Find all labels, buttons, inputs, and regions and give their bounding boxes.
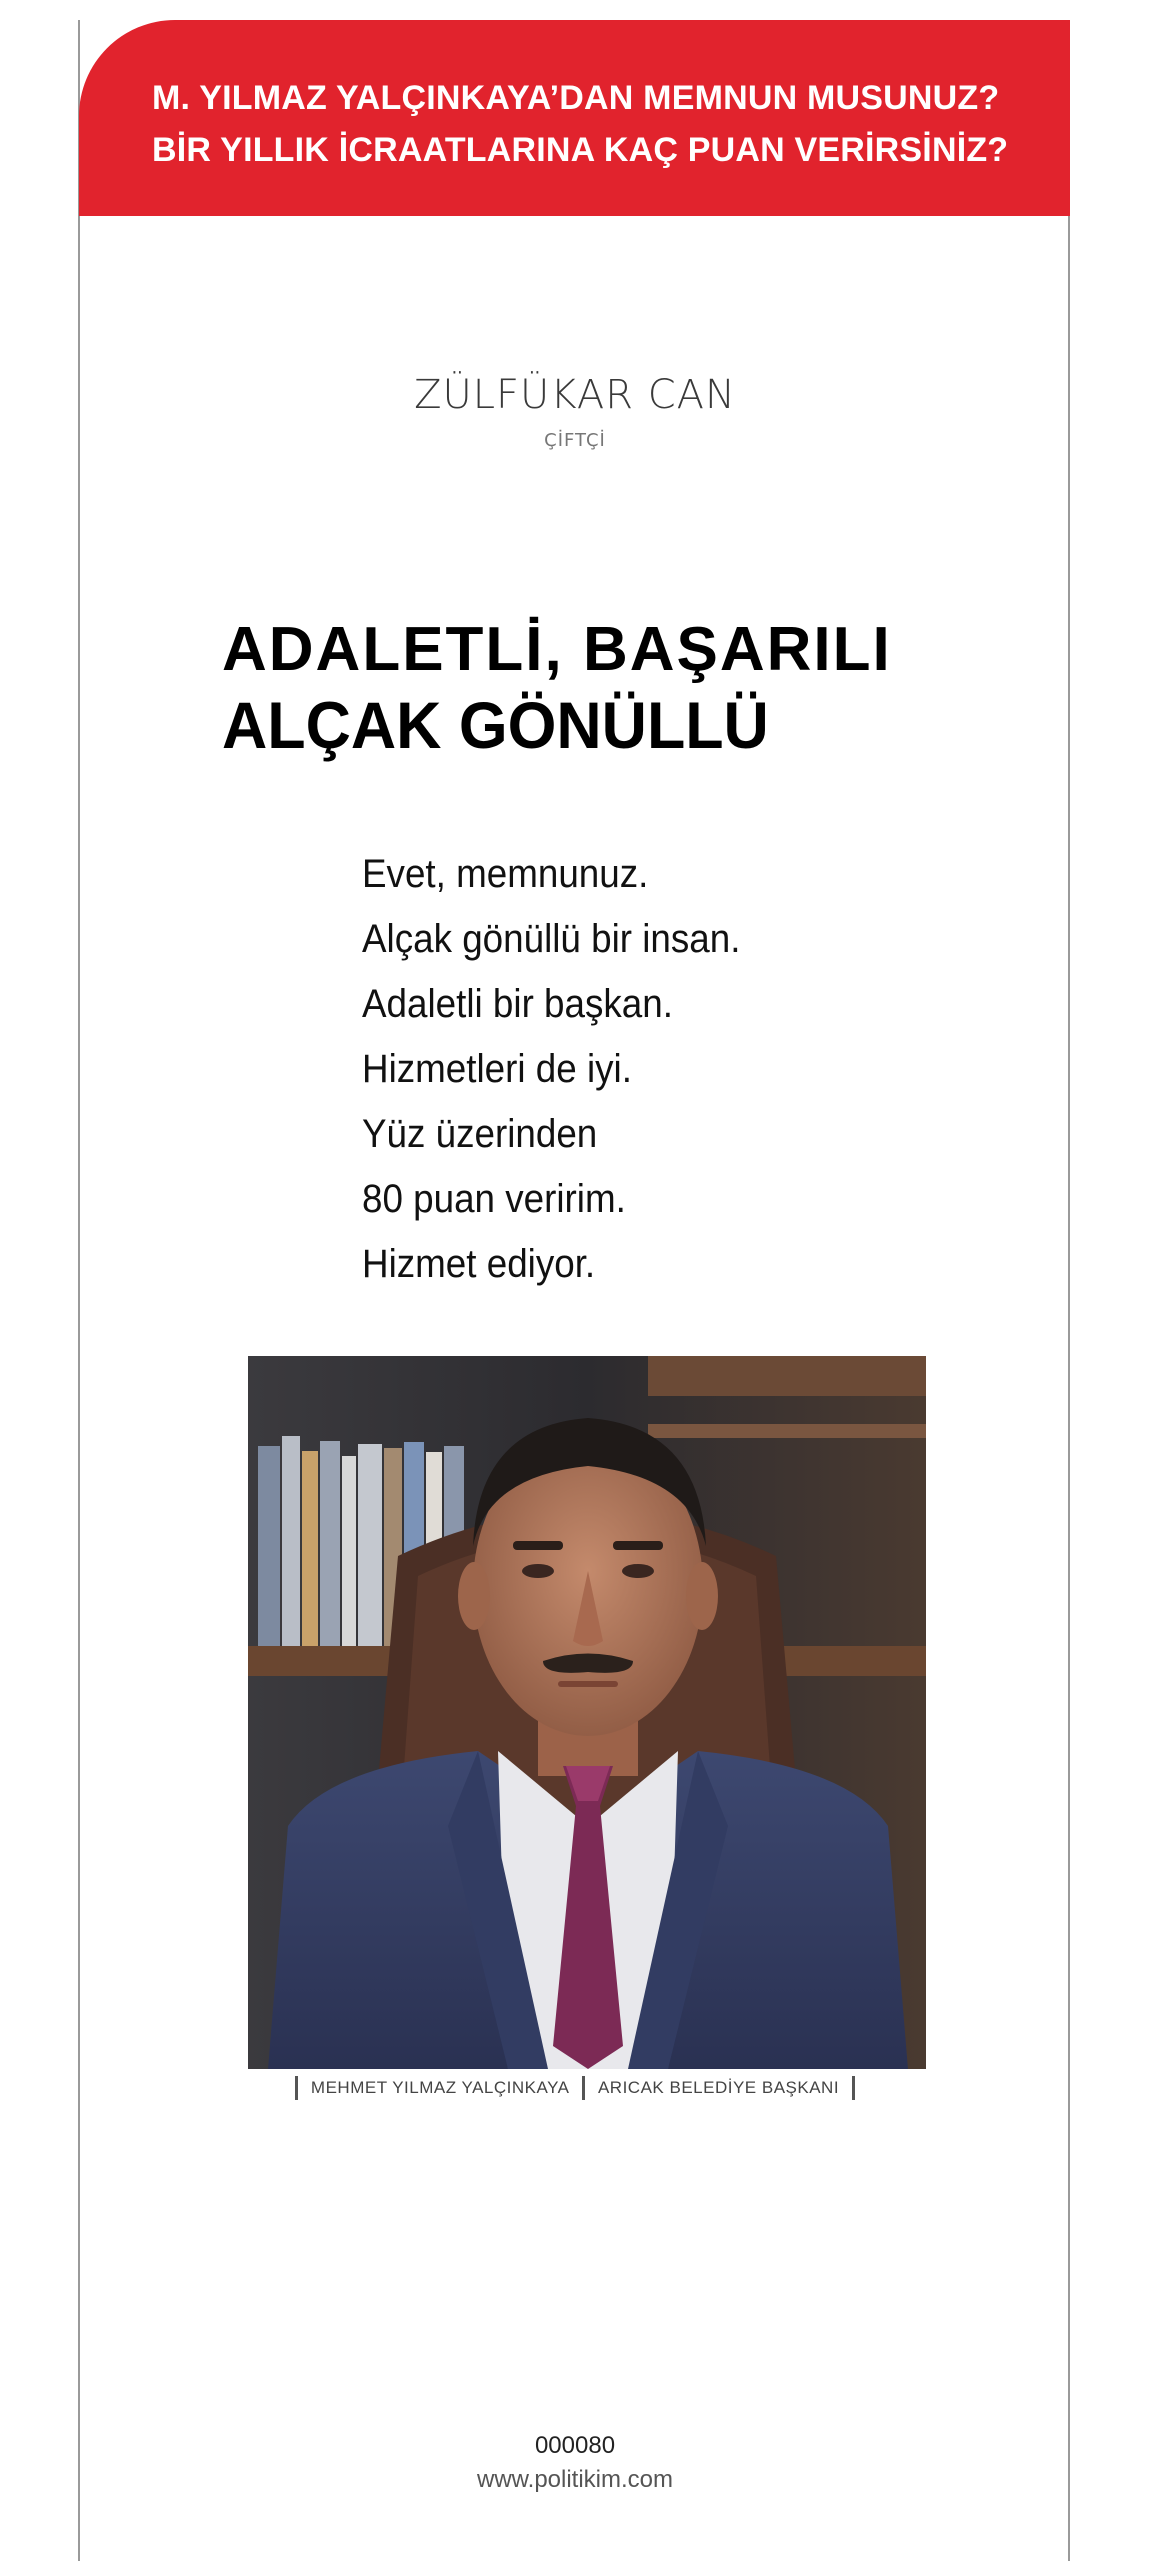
headline-line-1: ADALETLİ, BAŞARILI <box>222 615 892 684</box>
page-code: 000080 <box>534 2432 616 2459</box>
quote-line: 80 puan veririm. <box>362 1177 626 1221</box>
headline-line-2: ALÇAK GÖNÜLLÜ <box>222 688 769 762</box>
quote-line: Evet, memnunuz. <box>362 852 649 896</box>
quote-text <box>362 842 773 1297</box>
quote-line: Hizmetleri de iyi. <box>362 1047 632 1091</box>
respondent-occupation: ÇİFTÇİ <box>544 430 606 451</box>
portrait-illustration <box>248 1356 926 2069</box>
header-question-line-2: BİR YILLIK İCRAATLARINA KAÇ PUAN VERİRSİNİZ? <box>152 131 1009 169</box>
quote-line: Adaletli bir başkan. <box>362 982 673 1026</box>
header-question-line-1: M. YILMAZ YALÇINKAYA’DAN MEMNUN MUSUNUZ? <box>152 79 1000 117</box>
quote-line: Alçak gönüllü bir insan. <box>362 917 741 961</box>
caption-divider <box>295 2076 298 2100</box>
caption-divider <box>852 2076 855 2100</box>
quote-line: Yüz üzerinden <box>362 1112 598 1156</box>
photo-caption <box>0 2076 1150 2100</box>
caption-name: MEHMET YILMAZ YALÇINKAYA <box>310 2078 570 2097</box>
header-banner <box>79 20 1070 216</box>
respondent-name: ZÜLFÜKAR CAN <box>414 372 736 418</box>
site-url: www.politikim.com <box>476 2466 674 2493</box>
quote-line: Hizmet ediyor. <box>362 1242 596 1286</box>
headline <box>222 613 892 763</box>
mayor-portrait-photo <box>248 1356 926 2069</box>
caption-title: ARICAK BELEDİYE BAŞKANI <box>597 2078 840 2097</box>
caption-divider <box>582 2076 585 2100</box>
